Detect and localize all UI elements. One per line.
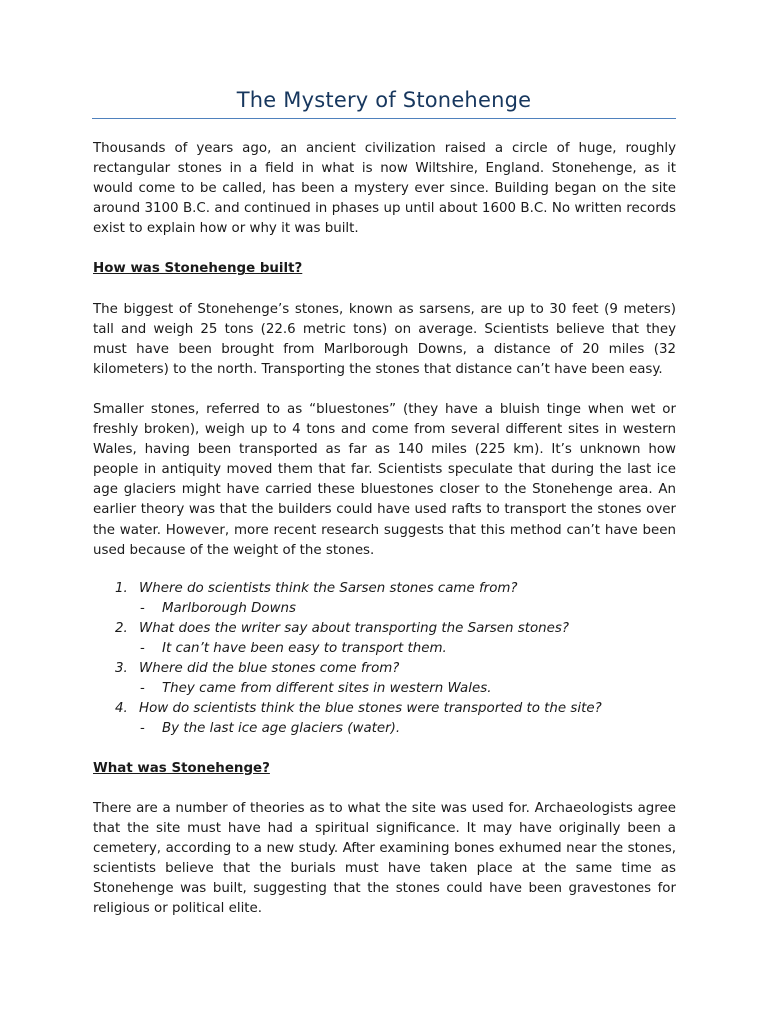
comprehension-questions	[93, 579, 676, 739]
question-number: 1.	[115, 580, 128, 596]
bluestones-paragraph: Smaller stones, referred to as “bluestones” (they have a bluish tinge when wet or freshly broken), weigh up to 4 tons and come from several different sites in western Wales, having been transported as far as 140 miles (225 km). It’s unknown how people in antiquity moved them that far. Scientists speculate that during the last ice age glaciers might have carried these bluestones closer to the Stonehenge area. An earlier theory was that the builders could have used rafts to transport the stones over the water. However, more recent research suggests that this method can’t have been used because of the weight of the stones.	[93, 401, 676, 558]
answer-marker: -	[140, 600, 145, 616]
sarsens-paragraph: The biggest of Stonehenge’s stones, known as sarsens, are up to 30 feet (9 meters) tall and weigh 25 tons (22.6 metric tons) on average. Scientists believe that they must have been brought from Marlborough Downs, a distance of 20 miles (32 kilometers) to the north. Transporting the stones that distance can’t have been easy.	[93, 301, 676, 377]
question-text: Where do scientists think the Sarsen stones came from?	[139, 580, 518, 596]
answer-text: They came from different sites in western Wales.	[162, 680, 492, 696]
question-text: Where did the blue stones come from?	[139, 660, 400, 676]
answer-item	[93, 639, 676, 659]
answer-marker: -	[140, 720, 145, 736]
answer-item	[93, 679, 676, 699]
theories-paragraph: There are a number of theories as to what the site was used for. Archaeologists agree that the site must have had a spiritual significance. It may have originally been a cemetery, according to a new study. After examining bones exhumed near the stones, scientists believe that the burials must have taken place at the same time as Stonehenge was built, suggesting that the stones could have been gravestones for religious or political elite.	[93, 800, 676, 917]
answer-text: It can’t have been easy to transport them.	[162, 640, 447, 656]
question-text: How do scientists think the blue stones were transported to the site?	[139, 700, 602, 716]
page-title: The Mystery of Stonehenge	[236, 88, 532, 112]
answer-marker: -	[140, 640, 145, 656]
answer-text: By the last ice age glaciers (water).	[162, 720, 401, 736]
intro-paragraph: Thousands of years ago, an ancient civilization raised a circle of huge, roughly rectangular stones in a field in what is now Wiltshire, England. Stonehenge, as it would come to be called, has been a mystery ever since. Building began on the site around 3100 B.C. and continued in phases up until about 1600 B.C. No written records exist to explain how or why it was built.	[93, 141, 676, 237]
answer-text: Marlborough Downs	[162, 600, 297, 616]
question-number: 3.	[115, 660, 128, 676]
title-underline-rule	[92, 118, 676, 119]
document-body	[93, 139, 676, 919]
question-item	[93, 699, 676, 719]
question-number: 4.	[115, 700, 128, 716]
question-item	[93, 579, 676, 599]
question-text: What does the writer say about transporting the Sarsen stones?	[139, 620, 569, 636]
question-item	[93, 659, 676, 679]
question-number: 2.	[115, 620, 128, 636]
section-heading-how-built: How was Stonehenge built?	[93, 261, 303, 277]
question-item	[93, 619, 676, 639]
answer-item	[93, 599, 676, 619]
answer-item	[93, 719, 676, 739]
section-heading-what-was: What was Stonehenge?	[93, 760, 270, 776]
answer-marker: -	[140, 680, 145, 696]
